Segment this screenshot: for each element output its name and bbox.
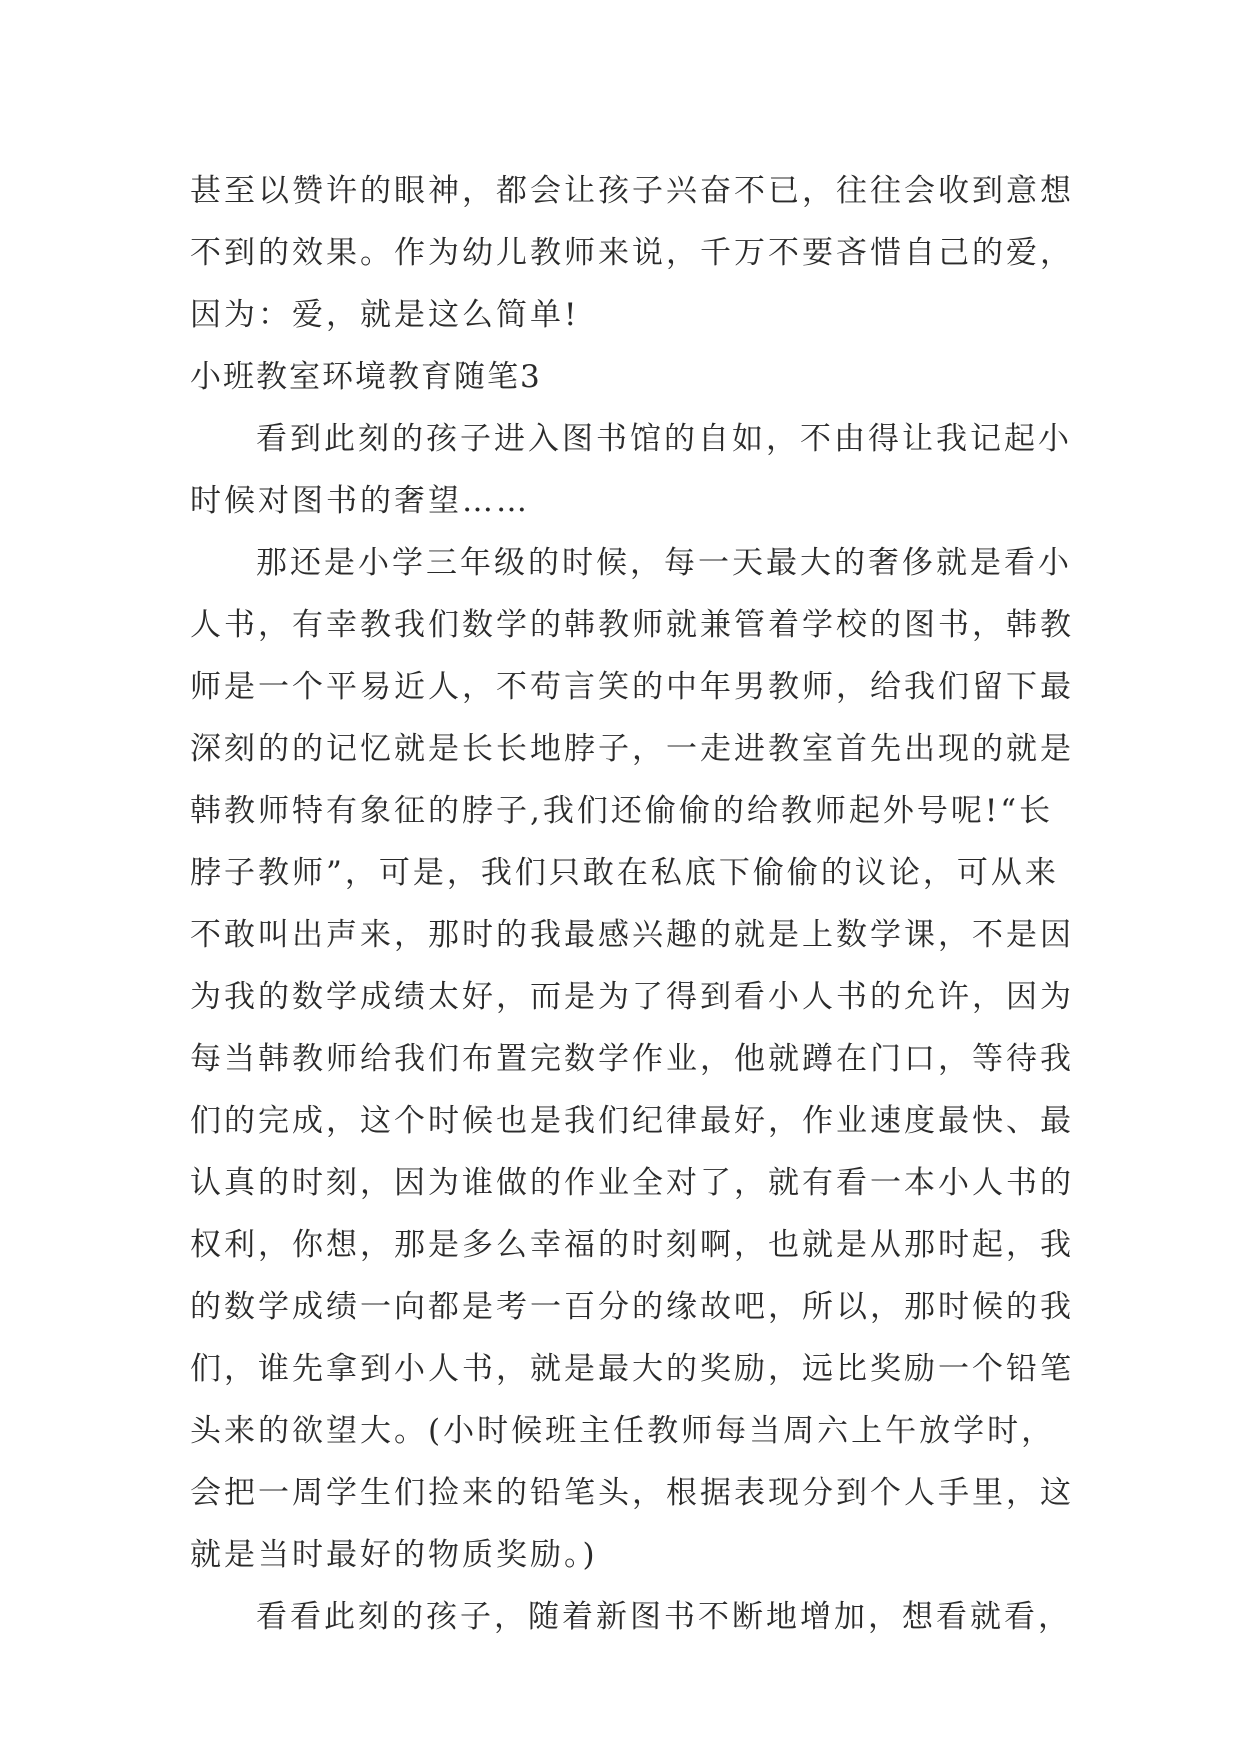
text-line: 深刻的的记忆就是长长地脖子，一走进教室首先出现的就是	[190, 731, 1074, 767]
text-line: 时候对图书的奢望……	[190, 483, 530, 519]
text-line: 头来的欲望大。(小时候班主任教师每当周六上午放学时，	[190, 1413, 1056, 1449]
text-line: 的数学成绩一向都是考一百分的缘故吧，所以，那时候的我	[190, 1289, 1074, 1325]
text-line: 脖子教师”，可是，我们只敢在私底下偷偷的议论，可从来	[190, 855, 1059, 891]
document-body	[190, 160, 1074, 1648]
text-line: 为我的数学成绩太好，而是为了得到看小人书的允许，因为	[190, 979, 1074, 1015]
text-line: 会把一周学生们捡来的铅笔头，根据表现分到个人手里，这	[190, 1475, 1074, 1511]
text-line: 因为：爱，就是这么简单!	[190, 297, 580, 333]
text-line: 们，谁先拿到小人书，就是最大的奖励，远比奖励一个铅笔	[190, 1351, 1074, 1387]
section-heading: 小班教室环境教育随笔3	[190, 359, 542, 395]
text-line: 甚至以赞许的眼神，都会让孩子兴奋不已，往往会收到意想	[190, 173, 1074, 209]
text-line: 就是当时最好的物质奖励。)	[190, 1537, 598, 1573]
text-line: 认真的时刻，因为谁做的作业全对了，就有看一本小人书的	[190, 1165, 1074, 1201]
text-line: 每当韩教师给我们布置完数学作业，他就蹲在门口，等待我	[190, 1041, 1074, 1077]
text-line: 那还是小学三年级的时候，每一天最大的奢侈就是看小	[256, 545, 1072, 581]
text-line: 看看此刻的孩子，随着新图书不断地增加，想看就看，	[256, 1599, 1072, 1635]
text-line: 人书，有幸教我们数学的韩教师就兼管着学校的图书，韩教	[190, 607, 1074, 643]
text-line: 权利，你想，那是多么幸福的时刻啊，也就是从那时起，我	[190, 1227, 1074, 1263]
text-line: 看到此刻的孩子进入图书馆的自如，不由得让我记起小	[256, 421, 1072, 457]
text-line: 不敢叫出声来，那时的我最感兴趣的就是上数学课，不是因	[190, 917, 1074, 953]
text-line: 不到的效果。作为幼儿教师来说，千万不要吝惜自己的爱，	[190, 235, 1074, 271]
text-line: 师是一个平易近人，不苟言笑的中年男教师，给我们留下最	[190, 669, 1074, 705]
text-line: 韩教师特有象征的脖子,我们还偷偷的给教师起外号呢!“长	[190, 793, 1054, 829]
text-line: 们的完成，这个时候也是我们纪律最好，作业速度最快、最	[190, 1103, 1074, 1139]
